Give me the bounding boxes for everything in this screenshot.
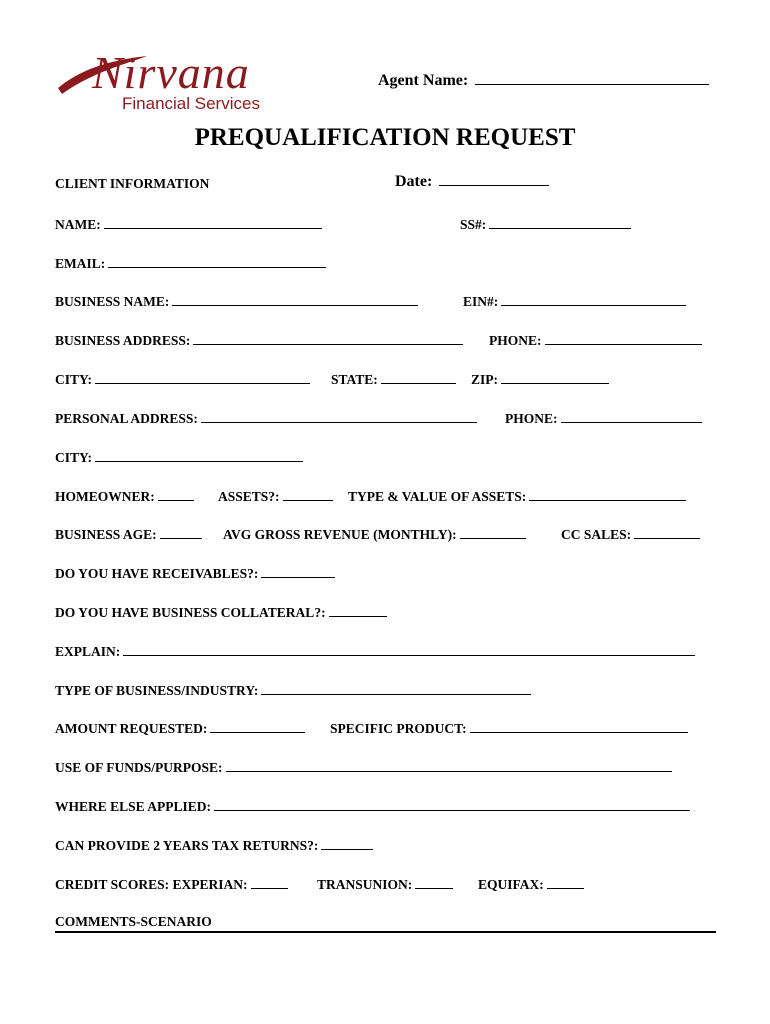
business-phone-label: PHONE: (489, 333, 542, 348)
business-age-label: BUSINESS AGE: (55, 527, 157, 542)
personal-address-input[interactable] (201, 410, 477, 423)
state-label: STATE: (331, 372, 378, 387)
personal-address-label: PERSONAL ADDRESS: (55, 411, 198, 426)
zip-label: ZIP: (471, 372, 498, 387)
cc-sales-input[interactable] (634, 526, 700, 539)
business-name-label: BUSINESS NAME: (55, 294, 170, 309)
credit-scores-label: CREDIT SCORES: (55, 877, 170, 892)
explain-label: EXPLAIN: (55, 644, 121, 659)
receivables-label: DO YOU HAVE RECEIVABLES?: (55, 566, 259, 581)
date-input[interactable] (439, 173, 549, 186)
avg-gross-revenue-input[interactable] (460, 526, 526, 539)
equifax-label: EQUIFAX: (478, 877, 544, 892)
type-of-business-label: TYPE OF BUSINESS/INDUSTRY: (55, 683, 259, 698)
receivables-input[interactable] (261, 565, 335, 578)
use-of-funds-input[interactable] (226, 759, 672, 772)
homeowner-input[interactable] (158, 488, 194, 501)
business-city-input[interactable] (95, 371, 310, 384)
assets-label: ASSETS?: (218, 489, 280, 504)
amount-requested-label: AMOUNT REQUESTED: (55, 721, 208, 736)
personal-city-input[interactable] (95, 449, 303, 462)
page-title: PREQUALIFICATION REQUEST (194, 124, 576, 151)
type-value-assets-input[interactable] (529, 488, 686, 501)
transunion-label: TRANSUNION: (317, 877, 413, 892)
specific-product-label: SPECIFIC PRODUCT: (330, 721, 467, 736)
ss-label: SS#: (460, 217, 487, 232)
tax-returns-label: CAN PROVIDE 2 YEARS TAX RETURNS?: (55, 838, 319, 853)
tax-returns-input[interactable] (321, 837, 373, 850)
collateral-label: DO YOU HAVE BUSINESS COLLATERAL?: (55, 605, 326, 620)
collateral-input[interactable] (329, 604, 387, 617)
experian-input[interactable] (251, 876, 288, 889)
assets-input[interactable] (283, 488, 333, 501)
business-age-input[interactable] (160, 526, 202, 539)
state-input[interactable] (381, 371, 456, 384)
agent-name-input[interactable] (475, 70, 709, 85)
cc-sales-label: CC SALES: (561, 527, 632, 542)
date-label: Date: (395, 173, 433, 190)
name-input[interactable] (104, 216, 322, 229)
email-label: EMAIL: (55, 256, 106, 271)
date-field (395, 173, 549, 191)
ss-input[interactable] (489, 216, 631, 229)
personal-city-label: CITY: (55, 450, 93, 465)
type-value-assets-label: TYPE & VALUE OF ASSETS: (348, 489, 527, 504)
business-city-label: CITY: (55, 372, 93, 387)
logo-name: Nirvana (92, 47, 250, 98)
agent-name-field (378, 70, 709, 90)
personal-phone-label: PHONE: (505, 411, 558, 426)
specific-product-input[interactable] (470, 720, 688, 733)
zip-input[interactable] (501, 371, 609, 384)
agent-name-label: Agent Name: (378, 72, 469, 89)
where-else-applied-input[interactable] (214, 798, 690, 811)
ein-input[interactable] (501, 293, 686, 306)
company-logo (52, 38, 302, 118)
homeowner-label: HOMEOWNER: (55, 489, 155, 504)
business-phone-input[interactable] (545, 332, 702, 345)
explain-input[interactable] (123, 643, 695, 656)
personal-phone-input[interactable] (561, 410, 702, 423)
section-heading: CLIENT INFORMATION (55, 176, 210, 191)
comments-label: COMMENTS-SCENARIO (55, 914, 212, 929)
ein-label: EIN#: (463, 294, 499, 309)
email-input[interactable] (108, 255, 326, 268)
comments-input[interactable] (55, 931, 716, 933)
name-label: NAME: (55, 217, 101, 232)
logo-subtitle: Financial Services (122, 94, 260, 113)
business-address-input[interactable] (193, 332, 463, 345)
business-address-label: BUSINESS ADDRESS: (55, 333, 191, 348)
type-of-business-input[interactable] (261, 682, 531, 695)
amount-requested-input[interactable] (210, 720, 305, 733)
equifax-input[interactable] (547, 876, 584, 889)
where-else-applied-label: WHERE ELSE APPLIED: (55, 799, 212, 814)
transunion-input[interactable] (415, 876, 453, 889)
use-of-funds-label: USE OF FUNDS/PURPOSE: (55, 760, 223, 775)
business-name-input[interactable] (172, 293, 418, 306)
avg-gross-revenue-label: AVG GROSS REVENUE (MONTHLY): (223, 527, 457, 542)
experian-label: EXPERIAN: (172, 877, 248, 892)
